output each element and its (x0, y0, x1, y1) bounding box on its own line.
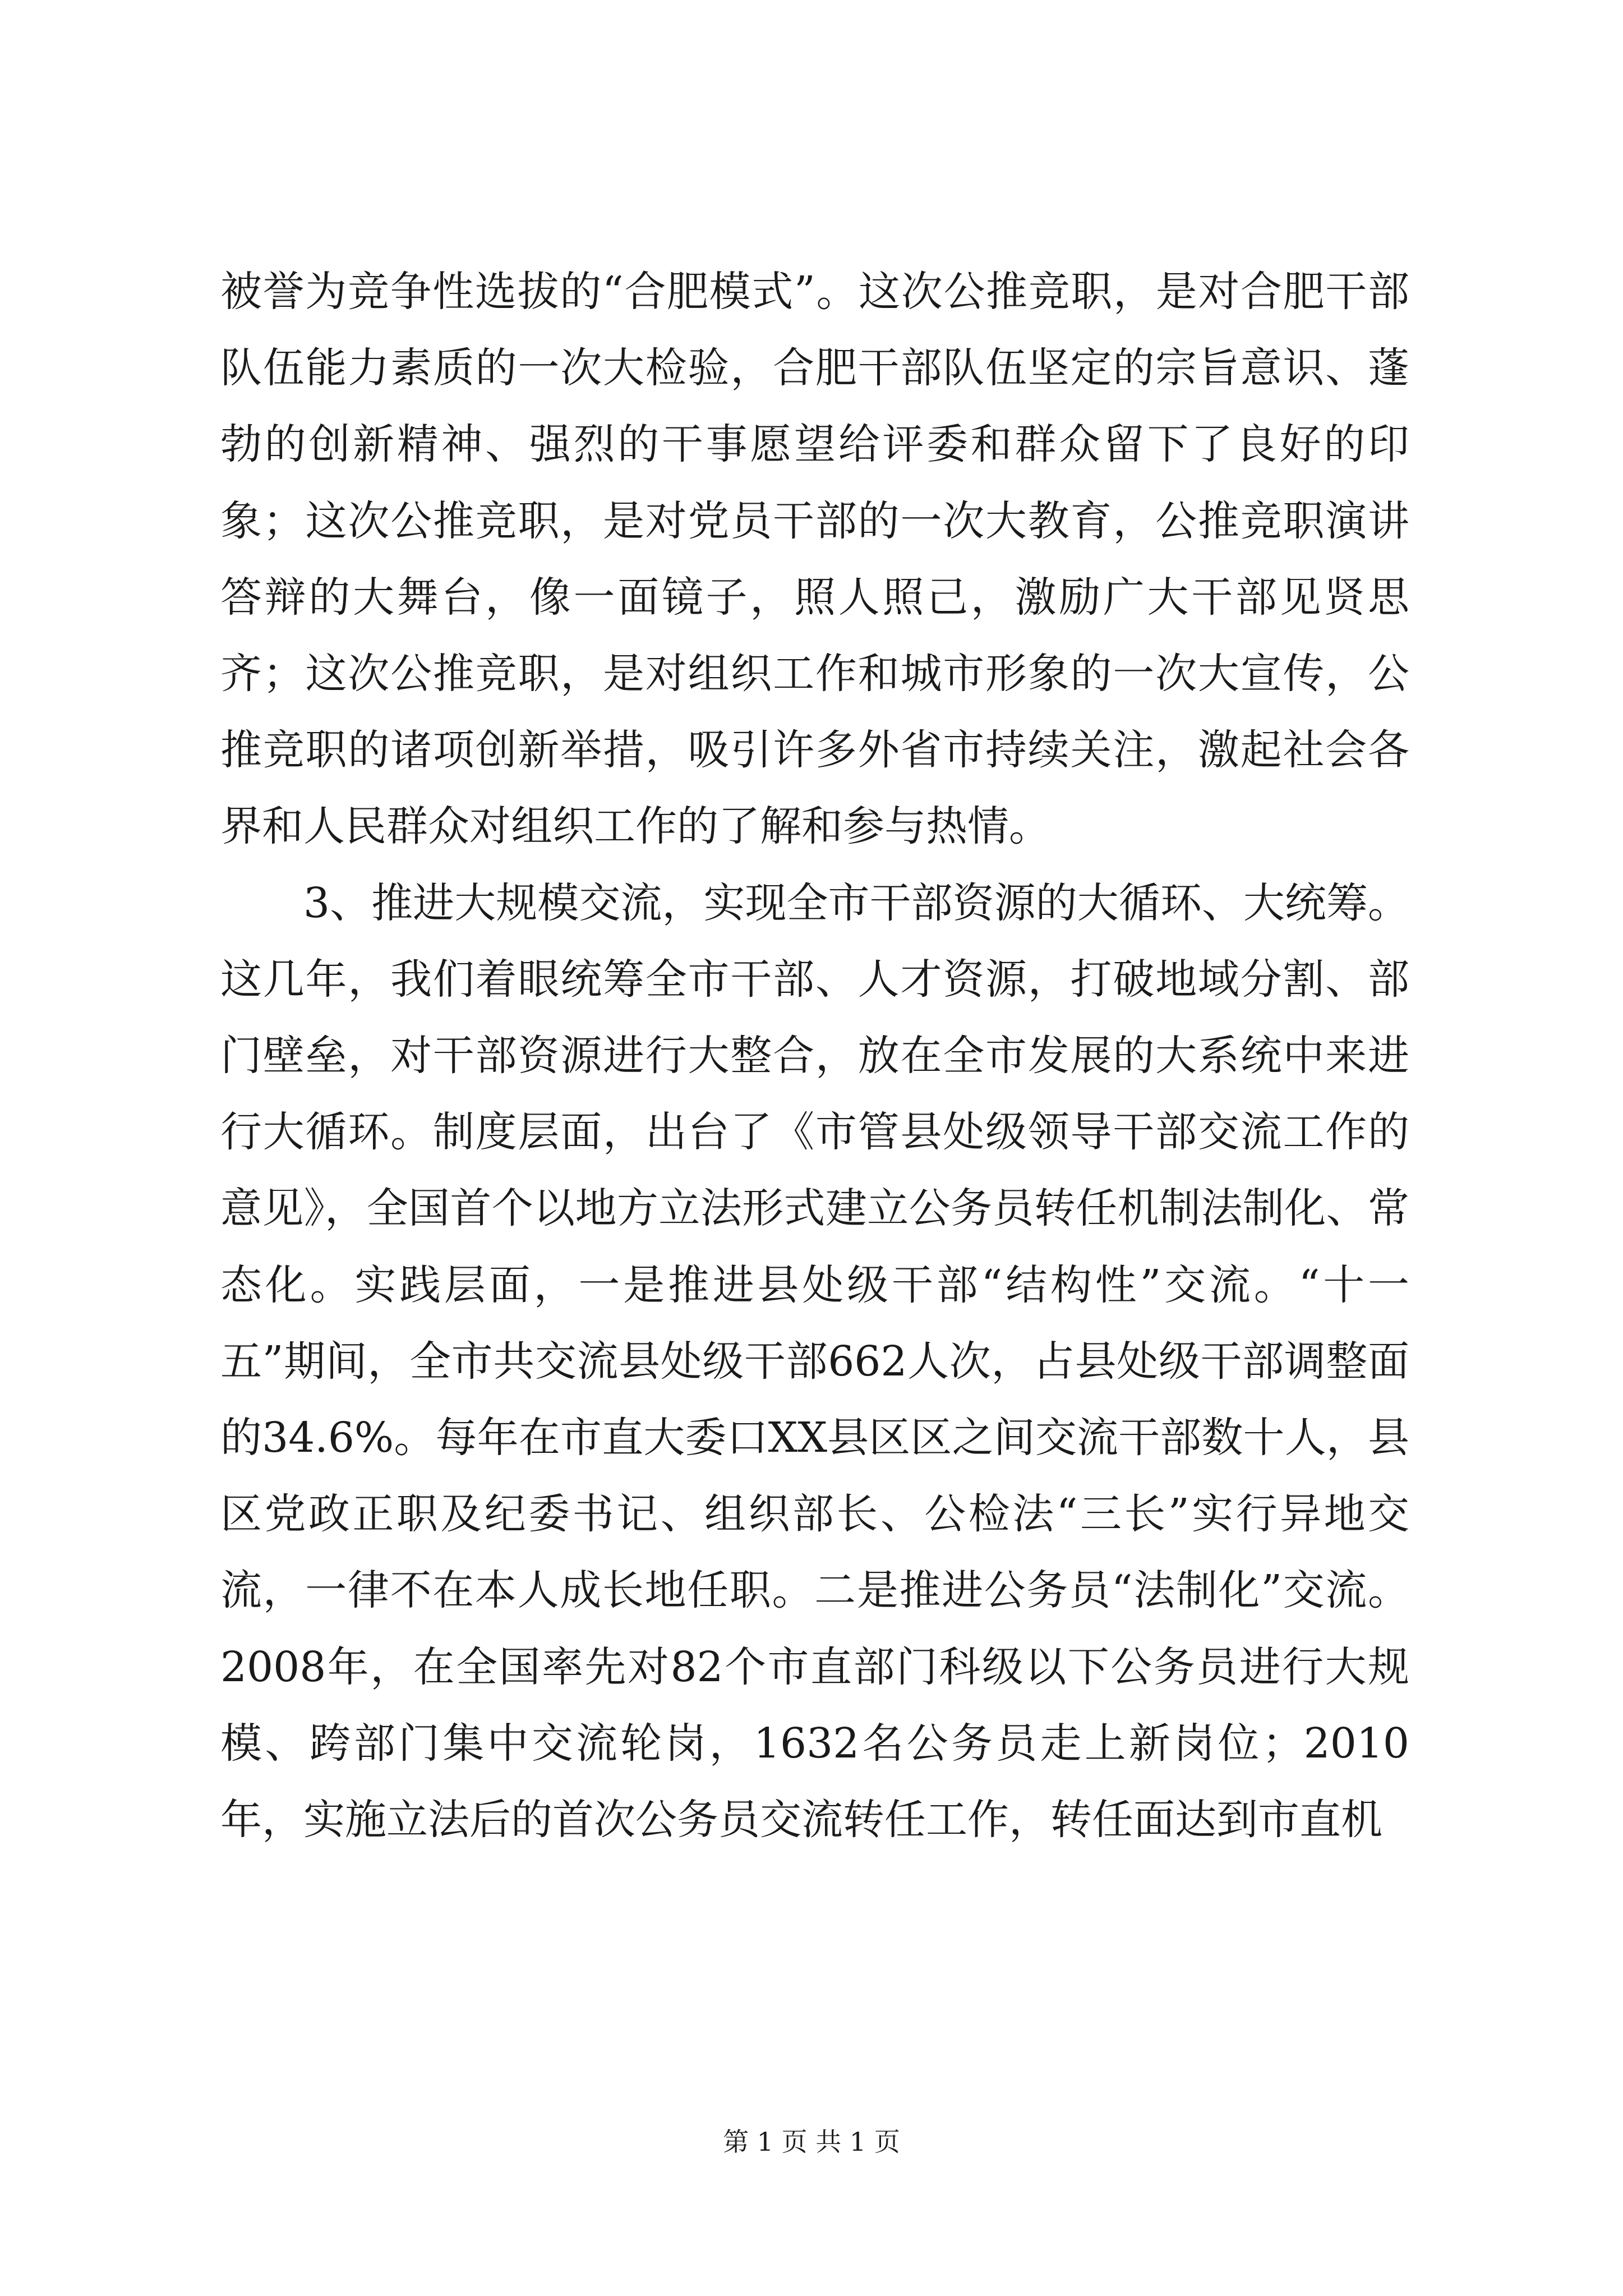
page-footer: 第 1 页 共 1 页 (723, 2127, 900, 2157)
paragraph: 3、推进大规模交流，实现全市干部资源的大循环、大统筹。这几年，我们着眼统筹全市干部、人才资源，打破地域分割、部门壁垒，对干部资源进行大整合，放在全市发展的大系统中来进行大循环。制度层面，出台了《市管县处级领导干部交流工作的意见》，全国首个以地方立法形式建立公务员转任机制法制化、常态化。实践层面，一是推进县处级干部“结构性”交流。“十一五”期间，全市共交流县处级干部662人次，占县处级干部调整面的34.6%。每年在市直大委口XX县区区之间交流干部数十人，县区党政正职及纪委书记、组织部长、公检法“三长”实行异地交流，一律不在本人成长地任职。二是推进公务员“法制化”交流。2008年，在全国率先对82个市直部门科级以下公务员进行大规模、跨部门集中交流轮岗，1632名公务员走上新岗位；2010年，实施立法后的首次公务员交流转任工作，转任面达到市直机 (220, 878, 1409, 1844)
document-body (220, 254, 1409, 1858)
paragraph: 被誉为竞争性选拔的“合肥模式”。这次公推竞职，是对合肥干部队伍能力素质的一次大检验，合肥干部队伍坚定的宗旨意识、蓬勃的创新精神、强烈的干事愿望给评委和群众留下了良好的印象；这次公推竞职，是对党员干部的一次大教育，公推竞职演讲答辩的大舞台，像一面镜子，照人照己，激励广大干部见贤思齐；这次公推竞职，是对组织工作和城市形象的一次大宣传，公推竞职的诸项创新举措，吸引许多外省市持续关注，激起社会各界和人民群众对组织工作的了解和参与热情。 (220, 268, 1409, 851)
